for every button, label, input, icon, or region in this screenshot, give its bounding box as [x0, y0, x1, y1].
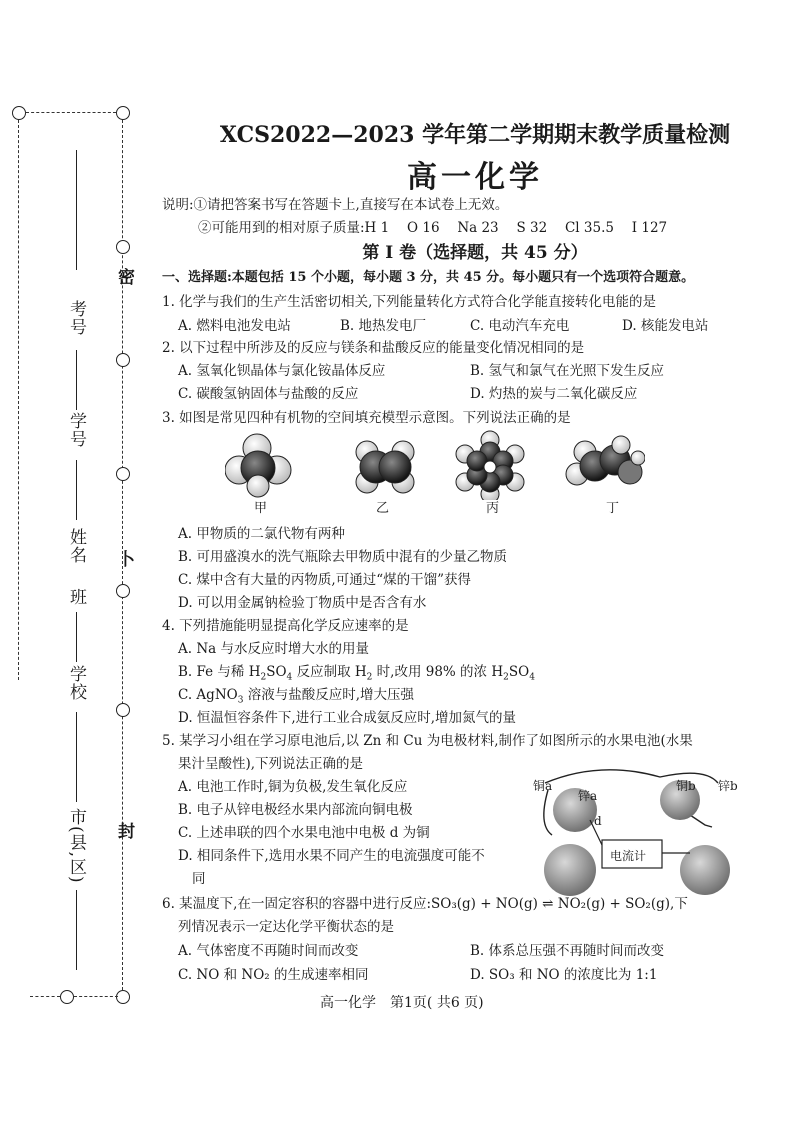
question-5-option-d: D. 相同条件下,选用水果不同产生的电流强度可能不 [178, 848, 485, 864]
binding-hole [116, 353, 130, 367]
field-line [76, 712, 77, 802]
molecule-label-ding: 丁 [606, 501, 620, 516]
question-5-option-d-cont: 同 [192, 871, 206, 887]
question-4-option-c: C. AgNO$_3$ 溶液与盐酸反应时,增大压强 [178, 687, 415, 706]
exam-title: XCS2022—2023 学年第二学期期末教学质量检测 [219, 122, 731, 148]
school-label: 学校 [66, 665, 86, 701]
question-3-option-a: A. 甲物质的二氯代物有两种 [178, 526, 345, 542]
question-4-option-b: B. Fe 与稀 $H_2SO_4$ 反应制取 $H_2$ 时,改用 98% 的浓 $H_2SO_4$ [178, 664, 535, 683]
question-5-option-c: C. 上述串联的四个水果电池中电极 d 为铜 [178, 825, 430, 841]
ammeter-label: 电流计 [610, 849, 647, 863]
seal-mark: 密 [114, 268, 134, 286]
label-zn-b: 锌b [718, 779, 738, 793]
molecule-label-jia: 甲 [254, 501, 268, 516]
question-6-option-c: C. NO 和 NO₂ 的生成速率相同 [178, 967, 369, 983]
question-1-option-c: C. 电动汽车充电 [470, 318, 570, 334]
question-2-option-b: B. 氢气和氯气在光照下发生反应 [470, 363, 665, 379]
question-6-option-d: D. SO₃ 和 NO 的浓度比为 1:1 [470, 967, 658, 983]
label-cu-a: 铜a [533, 779, 553, 793]
page-footer: 高一化学 第1页( 共6 页) [320, 995, 484, 1011]
question-2-stem: 2. 以下过程中所涉及的反应与镁条和盐酸反应的能量变化情况相同的是 [162, 340, 585, 356]
name-label: 姓名 [66, 528, 86, 564]
exam-number-label: 考号 [66, 300, 86, 336]
question-1-stem: 1. 化学与我们的生产生活密切相关,下列能量转化方式符合化学能直接转化电能的是 [162, 294, 656, 310]
question-5-stem-1: 5. 某学习小组在学习原电池后,以 Zn 和 Cu 为电极材料,制作了如图所示的水果电池(水果 [162, 733, 693, 749]
note-line-2: ②可能用到的相对原子质量:H 1 O 16 Na 23 S 32 Cl 35.5 I 127 [198, 220, 668, 236]
question-2-option-c: C. 碳酸氢钠固体与盐酸的反应 [178, 386, 359, 402]
binding-hole [60, 990, 74, 1004]
question-4-option-a: A. Na 与水反应时增大水的用量 [178, 641, 369, 657]
question-1-option-b: B. 地热发电厂 [340, 318, 427, 334]
label-d: d [594, 814, 602, 828]
question-6-option-a: A. 气体密度不再随时间而改变 [178, 943, 359, 959]
question-4-stem: 4. 下列措施能明显提高化学反应速率的是 [162, 618, 409, 634]
fruit-battery-figure [530, 765, 730, 900]
benzene-model [456, 431, 524, 500]
seal-mark: 卜 [114, 550, 134, 568]
molecule-models-figure [225, 430, 645, 500]
seal-mark: 封 [114, 822, 134, 840]
question-3-option-d: D. 可以用金属钠检验丁物质中是否含有水 [178, 595, 427, 611]
binding-hole [116, 467, 130, 481]
question-6-stem-1: 6. 某温度下,在一固定容积的容器中进行反应:SO₃(g) + NO(g) ⇌ NO₂(g) + SO₂(g),下 [162, 896, 688, 912]
question-1-option-a: A. 燃料电池发电站 [178, 318, 291, 334]
binding-hole [116, 703, 130, 717]
section-heading: 一、选择题:本题包括 15 个小题，每小题 3 分，共 45 分。每小题只有一个选项符合题意。 [162, 270, 695, 285]
binding-dash-top [26, 112, 116, 113]
label-zn-a: 锌a [578, 789, 598, 803]
student-number-label: 学号 [66, 412, 86, 448]
binding-dash-left [18, 120, 19, 680]
binding-hole [116, 240, 130, 254]
field-line [76, 150, 77, 270]
ethylene-model [356, 441, 414, 493]
field-line [76, 890, 77, 970]
field-line [76, 612, 77, 662]
binding-dash-bottom [74, 996, 118, 997]
question-5-option-b: B. 电子从锌电极经水果内部流向铜电极 [178, 802, 413, 818]
subject-title: 高一化学 [407, 160, 543, 195]
question-2-option-a: A. 氢氧化钡晶体与氯化铵晶体反应 [178, 363, 386, 379]
part-title: 第 I 卷（选择题，共 45 分） [362, 243, 588, 263]
label-cu-b: 铜b [676, 779, 696, 793]
binding-hole [12, 106, 26, 120]
field-line [76, 460, 77, 520]
question-5-stem-2: 果汁呈酸性),下列说法正确的是 [178, 756, 364, 772]
binding-hole [116, 106, 130, 120]
question-6-stem-2: 列情况表示一定达化学平衡状态的是 [178, 919, 394, 935]
question-5-option-a: A. 电池工作时,铜为负极,发生氧化反应 [178, 779, 408, 795]
question-2-option-d: D. 灼热的炭与二氧化碳反应 [470, 386, 638, 402]
question-4-option-d: D. 恒温恒容条件下,进行工业合成氨反应时,增加氮气的量 [178, 710, 517, 726]
note-line-1: 说明:①请把答案书写在答题卡上,直接写在本试卷上无效。 [162, 197, 509, 213]
question-3-stem: 3. 如图是常见四种有机物的空间填充模型示意图。下列说法正确的是 [162, 410, 571, 426]
molecule-label-bing: 丙 [486, 501, 500, 516]
question-3-option-c: C. 煤中含有大量的丙物质,可通过“煤的干馏”获得 [178, 572, 472, 588]
molecule-label-yi: 乙 [376, 501, 390, 516]
binding-dash-bottom [30, 996, 60, 997]
class-label: 班 [66, 588, 86, 606]
field-line [76, 350, 77, 410]
binding-hole [116, 584, 130, 598]
methane-model [225, 434, 291, 497]
ethanol-model [566, 436, 645, 485]
district-label: 市(县,区) [66, 808, 86, 884]
question-6-option-b: B. 体系总压强不再随时间而改变 [470, 943, 665, 959]
question-1-option-d: D. 核能发电站 [622, 318, 709, 334]
binding-hole [116, 990, 130, 1004]
question-3-option-b: B. 可用盛溴水的洗气瓶除去甲物质中混有的少量乙物质 [178, 549, 508, 565]
